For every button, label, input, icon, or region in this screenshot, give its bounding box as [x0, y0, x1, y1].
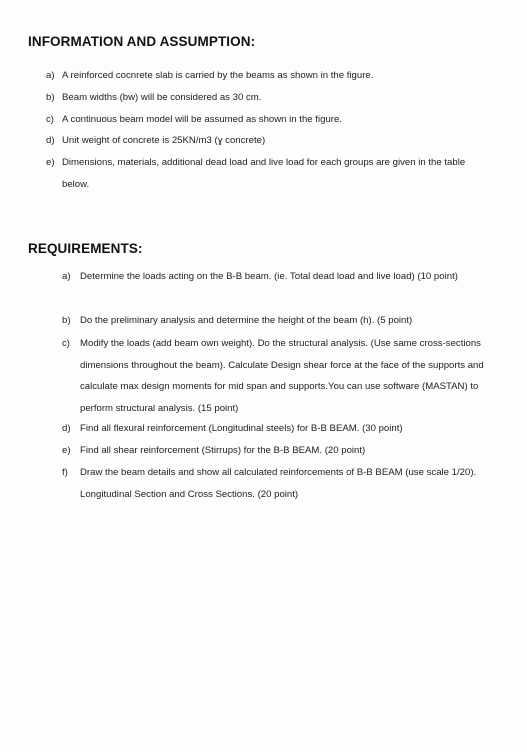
list-item-text: Dimensions, materials, additional dead load and live load for each groups are given in the table below. [62, 157, 466, 190]
list-marker: a) [46, 70, 55, 81]
list-item-text: Find all flexural reinforcement (Longitudinal steels) for B-B BEAM. (30 point) [80, 423, 403, 434]
list-marker: d) [46, 135, 55, 146]
list-marker: d) [62, 423, 71, 434]
list-item-text: Determine the loads acting on the B-B beam. (ie. Total dead load and live load) (10 point) [80, 271, 458, 282]
list-item-text: Modify the loads (add beam own weight). Do the structural analysis. (Use same cross-sections dimensions throughout the beam). Calculate Design shear force at the face of the supports and calculate max design moments for mid span and supports.You can use software (MASTAN) to perform structural analysis. (15 point) [80, 338, 484, 414]
list-item [46, 65, 491, 87]
list-marker: e) [62, 445, 71, 456]
list-item-text: Draw the beam details and show all calculated reinforcements of B-B BEAM (use scale 1/20). Longitudinal Section and Cross Sections. (20 point) [80, 467, 477, 500]
information-heading: INFORMATION AND ASSUMPTION: [28, 34, 256, 49]
list-item [46, 109, 491, 131]
list-item [62, 440, 492, 462]
list-marker: b) [62, 315, 71, 326]
requirements-heading: REQUIREMENTS: [28, 241, 143, 256]
list-item [62, 333, 492, 419]
list-item [46, 152, 491, 195]
list-item-text: A continuous beam model will be assumed as shown in the figure. [62, 114, 342, 125]
list-item-text: Find all shear reinforcement (Stirrups) for the B-B BEAM. (20 point) [80, 445, 366, 456]
list-marker: a) [62, 271, 71, 282]
list-item-text: Do the preliminary analysis and determine the height of the beam (h). (5 point) [80, 315, 413, 326]
list-item [62, 418, 492, 440]
list-marker: e) [46, 157, 55, 168]
list-item-text: Beam widths (bw) will be considered as 30 cm. [62, 92, 262, 103]
list-marker: b) [46, 92, 55, 103]
list-marker: f) [62, 467, 68, 478]
list-marker: c) [62, 338, 70, 349]
list-item [62, 266, 492, 288]
list-item [62, 310, 492, 332]
list-item [46, 87, 491, 109]
list-item-text: Unit weight of concrete is 25KN/m3 (ɣ concrete) [62, 135, 266, 146]
list-marker: c) [46, 114, 54, 125]
list-item [46, 130, 491, 152]
list-item [62, 462, 492, 505]
list-item-text: A reinforced cocnrete slab is carried by the beams as shown in the figure. [62, 70, 374, 81]
